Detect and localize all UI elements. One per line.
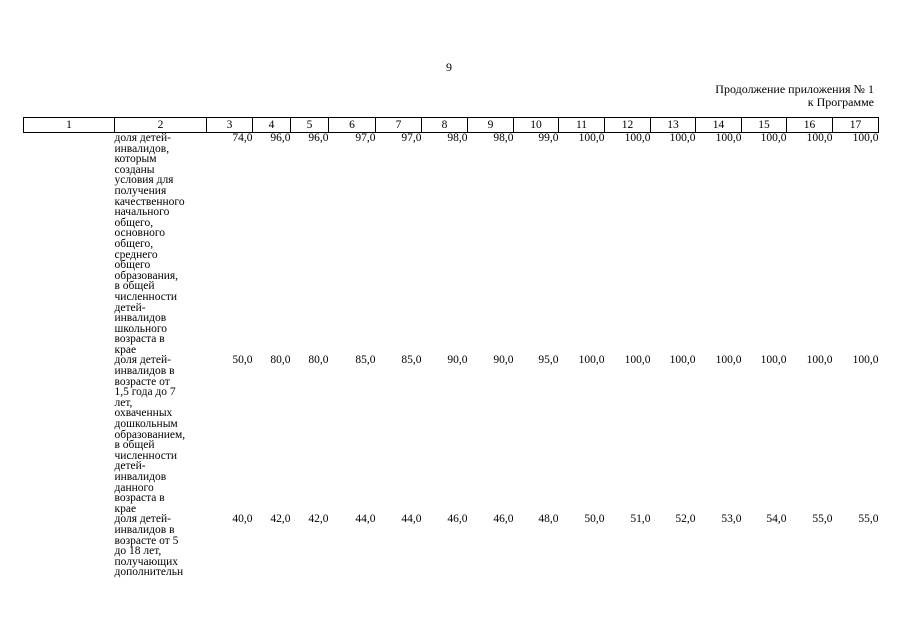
- value-cell: 100,0: [852, 354, 879, 367]
- description-line: школьного: [114, 322, 168, 335]
- value-cell: 90,0: [493, 354, 514, 367]
- value-cell: 74,0: [232, 132, 253, 144]
- value-cell: 51,0: [630, 513, 651, 526]
- description-line: которым: [114, 153, 157, 166]
- description-line: инвалидов: [114, 471, 167, 483]
- description-line: до 18 лет,: [114, 545, 162, 558]
- description-line: образования,: [114, 269, 179, 282]
- value-cell: 52,0: [675, 513, 696, 526]
- value-cell: 40,0: [232, 513, 253, 526]
- description-line: дошкольным: [114, 418, 178, 431]
- description-line: среднего: [114, 248, 158, 261]
- description-line: общего: [114, 259, 151, 272]
- appendix-continuation-note: [715, 83, 874, 109]
- description-line: основного: [114, 227, 166, 240]
- description-line: доля детей-: [114, 354, 171, 367]
- description-line: в общей: [114, 280, 155, 293]
- value-cell: 97,0: [401, 132, 422, 144]
- description-line: общего,: [114, 237, 154, 250]
- description-line: получающих: [114, 555, 178, 568]
- description-line: возрасте от: [114, 375, 170, 388]
- value-cell: 53,0: [721, 513, 742, 526]
- value-cell: 80,0: [308, 354, 329, 367]
- description-line: крае: [114, 502, 137, 515]
- description-line: инвалидов: [114, 312, 167, 325]
- column-header: 16: [787, 118, 833, 133]
- column-header: 14: [696, 118, 742, 133]
- description-line: созданы: [114, 163, 155, 176]
- column-header: 4: [253, 118, 291, 133]
- column-header: 1: [24, 118, 115, 133]
- column-header: 15: [742, 118, 787, 133]
- description-line: данного: [114, 481, 154, 494]
- value-cell: 46,0: [493, 513, 514, 526]
- value-cell: 100,0: [715, 354, 742, 367]
- column-header: 11: [559, 118, 605, 133]
- value-cell: 97,0: [355, 132, 376, 144]
- value-cell: 98,0: [447, 132, 468, 144]
- indicator-description: [115, 514, 207, 578]
- value-cell: 100,0: [578, 132, 605, 144]
- column-header: 10: [514, 118, 559, 133]
- table-row: [24, 355, 879, 514]
- description-line: возраста в: [114, 333, 165, 346]
- value-cell: 48,0: [538, 513, 559, 526]
- description-line: условия для: [114, 174, 174, 187]
- indicators-table: [23, 117, 879, 578]
- column-header: 9: [468, 118, 514, 133]
- table-row: [24, 133, 879, 356]
- column-header: 5: [291, 118, 329, 133]
- value-cell: 100,0: [715, 132, 742, 144]
- description-line: общего,: [114, 216, 154, 229]
- description-line: детей-: [114, 301, 146, 314]
- description-line: 1,5 года до 7: [114, 386, 176, 399]
- description-line: дополнительн: [114, 566, 184, 579]
- table-cell: [24, 355, 115, 514]
- value-cell: 90,0: [447, 354, 468, 367]
- description-line: в общей: [114, 439, 155, 452]
- value-cell: 46,0: [447, 513, 468, 526]
- value-cell: 100,0: [806, 132, 833, 144]
- value-cell: 100,0: [760, 354, 787, 367]
- continuation-line-2: к Программе: [807, 95, 874, 109]
- value-cell: 50,0: [232, 354, 253, 367]
- description-line: охваченных: [114, 407, 173, 420]
- description-line: возрасте от 5: [114, 534, 179, 547]
- description-line: получения: [114, 184, 167, 197]
- value-cell: 96,0: [270, 132, 291, 144]
- value-cell: 100,0: [578, 354, 605, 367]
- column-header: 2: [115, 118, 207, 133]
- value-cell: 85,0: [355, 354, 376, 367]
- value-cell: 100,0: [852, 132, 879, 144]
- value-cell: 100,0: [624, 132, 651, 144]
- description-line: возраста в: [114, 492, 165, 505]
- value-cell: 54,0: [766, 513, 787, 526]
- page-number: 9: [446, 60, 452, 74]
- value-cell: 96,0: [308, 132, 329, 144]
- value-cell: 42,0: [308, 513, 329, 526]
- description-line: доля детей-: [114, 132, 171, 144]
- value-cell: 100,0: [806, 354, 833, 367]
- column-header: 7: [376, 118, 422, 133]
- description-line: начального: [114, 206, 170, 219]
- value-cell: 98,0: [493, 132, 514, 144]
- description-line: инвалидов в: [114, 365, 175, 378]
- description-line: инвалидов,: [114, 142, 170, 155]
- description-line: численности: [114, 449, 178, 462]
- description-line: доля детей-: [114, 513, 171, 526]
- column-header: 8: [422, 118, 468, 133]
- table-cell: [24, 514, 115, 578]
- description-line: качественного: [114, 195, 185, 208]
- description-line: крае: [114, 343, 137, 356]
- continuation-line-1: Продолжение приложения № 1: [715, 82, 874, 96]
- column-header: 6: [329, 118, 376, 133]
- value-cell: 44,0: [355, 513, 376, 526]
- value-cell: 42,0: [270, 513, 291, 526]
- description-line: образованием,: [114, 428, 186, 441]
- description-line: детей-: [114, 460, 146, 473]
- indicator-description: [115, 355, 207, 514]
- value-cell: 50,0: [584, 513, 605, 526]
- description-line: инвалидов в: [114, 523, 175, 536]
- value-cell: 44,0: [401, 513, 422, 526]
- column-header: 12: [605, 118, 651, 133]
- column-header: 17: [833, 118, 879, 133]
- value-cell: 80,0: [270, 354, 291, 367]
- description-line: лет,: [114, 396, 133, 409]
- indicator-description: [115, 133, 207, 356]
- column-header: 3: [207, 118, 253, 133]
- value-cell: 99,0: [538, 132, 559, 144]
- table-cell: [24, 133, 115, 356]
- value-cell: 100,0: [669, 354, 696, 367]
- value-cell: 100,0: [624, 354, 651, 367]
- value-cell: 85,0: [401, 354, 422, 367]
- table-row: [24, 514, 879, 578]
- column-number-row: [24, 118, 879, 133]
- value-cell: 95,0: [538, 354, 559, 367]
- value-cell: 55,0: [858, 513, 879, 526]
- value-cell: 55,0: [812, 513, 833, 526]
- value-cell: 100,0: [669, 132, 696, 144]
- value-cell: 100,0: [760, 132, 787, 144]
- column-header: 13: [651, 118, 696, 133]
- description-line: численности: [114, 290, 178, 303]
